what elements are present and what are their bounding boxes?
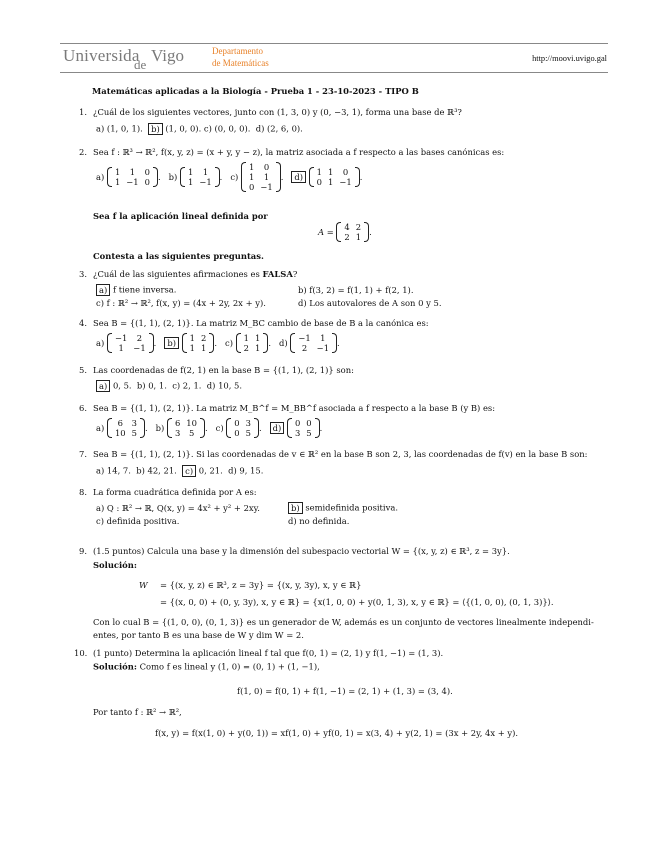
q6-text: Sea B = {(1, 1), (2, 1)}. La matriz M_B^f = M_BB^f asociada a f respecto a la base B (y B) es: [93, 403, 496, 413]
q1-option-b[interactable]: (1, 0, 0). [165, 123, 202, 134]
q9-solution-label: Solución: [93, 560, 137, 570]
q10-solution-row [93, 661, 320, 672]
q1-option-a[interactable]: a) (1, 0, 1). [96, 123, 143, 134]
q3-text: ¿Cuál de las siguientes afirmaciones es [93, 269, 260, 279]
q8-option-b-row [288, 502, 398, 513]
exam-title: Matemáticas aplicadas a la Biología - Prueba 1 - 23-10-2023 - TIPO B [92, 86, 419, 96]
q3-option-a-letter[interactable]: a) [96, 284, 110, 296]
q2-matrix-d: 1 1 0 0 1 −1 [309, 167, 360, 187]
q3-option-a-row [96, 284, 176, 295]
q7-option-c-letter[interactable]: c) [182, 465, 196, 477]
q2-matrix-a: 1 1 0 1 −1 0 [107, 167, 158, 187]
logo-vigo: Vigo [151, 46, 184, 65]
q3-number: 3. [79, 269, 87, 279]
q3-option-d[interactable]: d) Los autovalores de A son 0 y 5. [298, 298, 442, 308]
q6-option-b-label[interactable]: b) [155, 423, 165, 433]
header-top-rule [60, 43, 608, 44]
q2-option-c-label[interactable]: c) [230, 172, 239, 182]
q9-conclusion-1: Con lo cual B = {(1, 0, 0), (0, 1, 3)} es un generador de W, además es un conjunto de vectores linealmente independi- [93, 617, 594, 627]
matrix-A-label: A = [318, 227, 334, 237]
q2-matrix-b: 1 1 1 −1 [180, 167, 220, 187]
q8-option-b[interactable]: semidefinida positiva. [305, 502, 398, 513]
q1-text: ¿Cuál de los siguientes vectores, junto con (1, 3, 0) y (0, −3, 1), forma una base de ℝ³? [93, 107, 462, 117]
q3-option-c[interactable]: c) f : ℝ² → ℝ², f(x, y) = (4x + 2y, 2x + y). [96, 298, 266, 308]
q5-text: Las coordenadas de f(2, 1) en la base B = {(1, 1), (2, 1)} son: [93, 365, 354, 375]
q9-text: (1.5 puntos) Calcula una base y la dimensión del subespacio vectorial W = {(x, y, z) ∈ ℝ³, z = 3y}. [93, 546, 510, 556]
q1-option-d[interactable]: d) (2, 6, 0). [255, 123, 303, 134]
q8-number: 8. [79, 487, 87, 497]
q6-option-c-label[interactable]: c) [215, 423, 224, 433]
q6-matrix-b: 6 10 3 5 [167, 418, 205, 438]
dept-line-2: de Matemáticas [212, 58, 269, 68]
q9-conclusion-2: entes, por tanto B es una base de W y dim W = 2. [93, 630, 304, 640]
q10-line-1: Como f es lineal y (1, 0) = (0, 1) + (1, −1), [139, 661, 320, 672]
q5-option-a-letter[interactable]: a) [96, 380, 110, 392]
q2-text: Sea f : ℝ³ → ℝ², f(x, y, z) = (x + y, y − z), la matriz asociada a f respecto a las bases canónicas es: [93, 147, 505, 157]
q3-text-wrap: ¿Cuál de las siguientes afirmaciones es FALSA? [93, 269, 298, 279]
q9-eq-line-1: = {(x, y, z) ∈ ℝ³, z = 3y} = {(x, y, 3y), x, y ∈ ℝ} [160, 580, 362, 590]
q6-matrix-a: 6 3 10 5 [107, 418, 145, 438]
q10-eq-1: f(1, 0) = f(0, 1) + f(1, −1) = (2, 1) + (1, 3) = (3, 4). [237, 686, 453, 696]
q9-eq-lhs: W [139, 580, 148, 590]
q6-matrix-c: 0 3 0 5 [226, 418, 259, 438]
q7-options [96, 465, 263, 476]
q3-option-a[interactable]: f tiene inversa. [112, 284, 177, 295]
matrix-A-block: A = 4 2 2 1 . [318, 222, 372, 242]
dept-line-1: Departamento [212, 46, 263, 56]
header-bottom-rule [60, 72, 608, 73]
q2-options: a) 1 1 0 1 −1 0 . b) 1 1 1 −1 . c) 1 0 1 1 0 −1 . d) 1 1 0 0 1 −1 . [96, 162, 363, 192]
q5-option-b[interactable]: b) 0, 1. [136, 380, 167, 391]
q7-number: 7. [79, 449, 87, 459]
q3-option-b[interactable]: b) f(3, 2) = f(1, 1) + f(2, 1). [298, 285, 414, 295]
q7-option-b[interactable]: b) 42, 21. [136, 465, 177, 476]
q6-number: 6. [79, 403, 87, 413]
q2-option-a-label[interactable]: a) [96, 172, 105, 182]
q2-number: 2. [79, 147, 87, 157]
q4-options: a) −1 2 1 −1 . b) 1 2 1 1 . c) 1 1 2 1 . d) −1 1 2 −1 . [96, 333, 340, 353]
q2-option-b-label[interactable]: b) [168, 172, 178, 182]
q1-option-c[interactable]: c) (0, 0, 0). [203, 123, 251, 134]
q4-option-a-label[interactable]: a) [96, 338, 105, 348]
q6-matrix-d: 0 0 3 5 [287, 418, 320, 438]
q6-option-d-label[interactable]: d) [270, 422, 285, 434]
q1-option-b-letter[interactable]: b) [148, 123, 163, 135]
q9-number: 9. [79, 546, 87, 556]
q5-options [96, 380, 242, 391]
q4-text: Sea B = {(1, 1), (2, 1)}. La matriz M_BC cambio de base de B a la canónica es: [93, 318, 429, 328]
q7-text: Sea B = {(1, 1), (2, 1)}. Si las coordenadas de v ∈ ℝ² en la base B son 2, 3, las coordenadas de f(v) en la base B son: [93, 449, 588, 459]
intro-contesta: Contesta a las siguientes preguntas. [93, 251, 264, 261]
site-url[interactable]: http://moovi.uvigo.gal [532, 54, 607, 63]
q6-options: a) 6 3 10 5 . b) 6 10 3 5 . c) 0 3 0 5 . d) 0 0 3 5 . [96, 418, 323, 438]
q3-falsa: FALSA [262, 269, 293, 279]
q2-matrix-c: 1 0 1 1 0 −1 [241, 162, 281, 192]
q2-option-d-label[interactable]: d) [291, 171, 306, 183]
q4-matrix-d: −1 1 2 −1 [290, 333, 337, 353]
logo-universidade: Universida [63, 46, 140, 65]
q9-eq-line-2: = {(x, 0, 0) + (0, y, 3y), x, y ∈ ℝ} = {x(1, 0, 0) + y(0, 1, 3), x, y ∈ ℝ} = ⟨{(1, 0, 0), (0, 1, 3)}⟩. [160, 597, 554, 607]
q5-option-d[interactable]: d) 10, 5. [206, 380, 243, 391]
q10-solution-label: Solución: [93, 661, 137, 672]
q7-option-c[interactable]: 0, 21. [198, 465, 223, 476]
intro-sea: Sea f la aplicación lineal definida por [93, 211, 268, 221]
q7-option-d[interactable]: d) 9, 15. [228, 465, 264, 476]
q4-matrix-a: −1 2 1 −1 [107, 333, 154, 353]
q7-option-a[interactable]: a) 14, 7. [96, 465, 131, 476]
matrix-A: 4 2 2 1 [336, 222, 369, 242]
q1-number: 1. [79, 107, 87, 117]
q8-option-b-letter[interactable]: b) [288, 502, 303, 514]
q5-option-a[interactable]: 0, 5. [112, 380, 132, 391]
q8-option-a[interactable]: a) Q : ℝ² → ℝ, Q(x, y) = 4x² + y² + 2xy. [96, 503, 260, 513]
q4-number: 4. [79, 318, 87, 328]
q1-options [96, 123, 303, 134]
logo-de: de [134, 57, 147, 72]
q6-option-a-label[interactable]: a) [96, 423, 105, 433]
q10-number: 10. [74, 648, 88, 658]
q5-number: 5. [79, 365, 87, 375]
q5-option-c[interactable]: c) 2, 1. [172, 380, 202, 391]
q4-option-d-label[interactable]: d) [279, 338, 288, 348]
q4-matrix-c: 1 1 2 1 [236, 333, 269, 353]
q8-option-c[interactable]: c) definida positiva. [96, 516, 180, 526]
q4-option-b-label[interactable]: b) [164, 337, 179, 349]
q4-option-c-label[interactable]: c) [225, 338, 233, 348]
q10-text: (1 punto) Determina la aplicación lineal f tal que f(0, 1) = (2, 1) y f(1, −1) = (1, 3). [93, 648, 444, 658]
q8-text: La forma cuadrática definida por A es: [93, 487, 257, 497]
q4-matrix-b: 1 2 1 1 [182, 333, 215, 353]
q8-option-d[interactable]: d) no definida. [288, 516, 350, 526]
q10-eq-2: f(x, y) = f(x(1, 0) + y(0, 1)) = xf(1, 0) + yf(0, 1) = x(3, 4) + y(2, 1) = (3x + 2y, 4x + y). [155, 728, 519, 738]
q10-line-2: Por tanto f : ℝ² → ℝ², [93, 707, 182, 717]
